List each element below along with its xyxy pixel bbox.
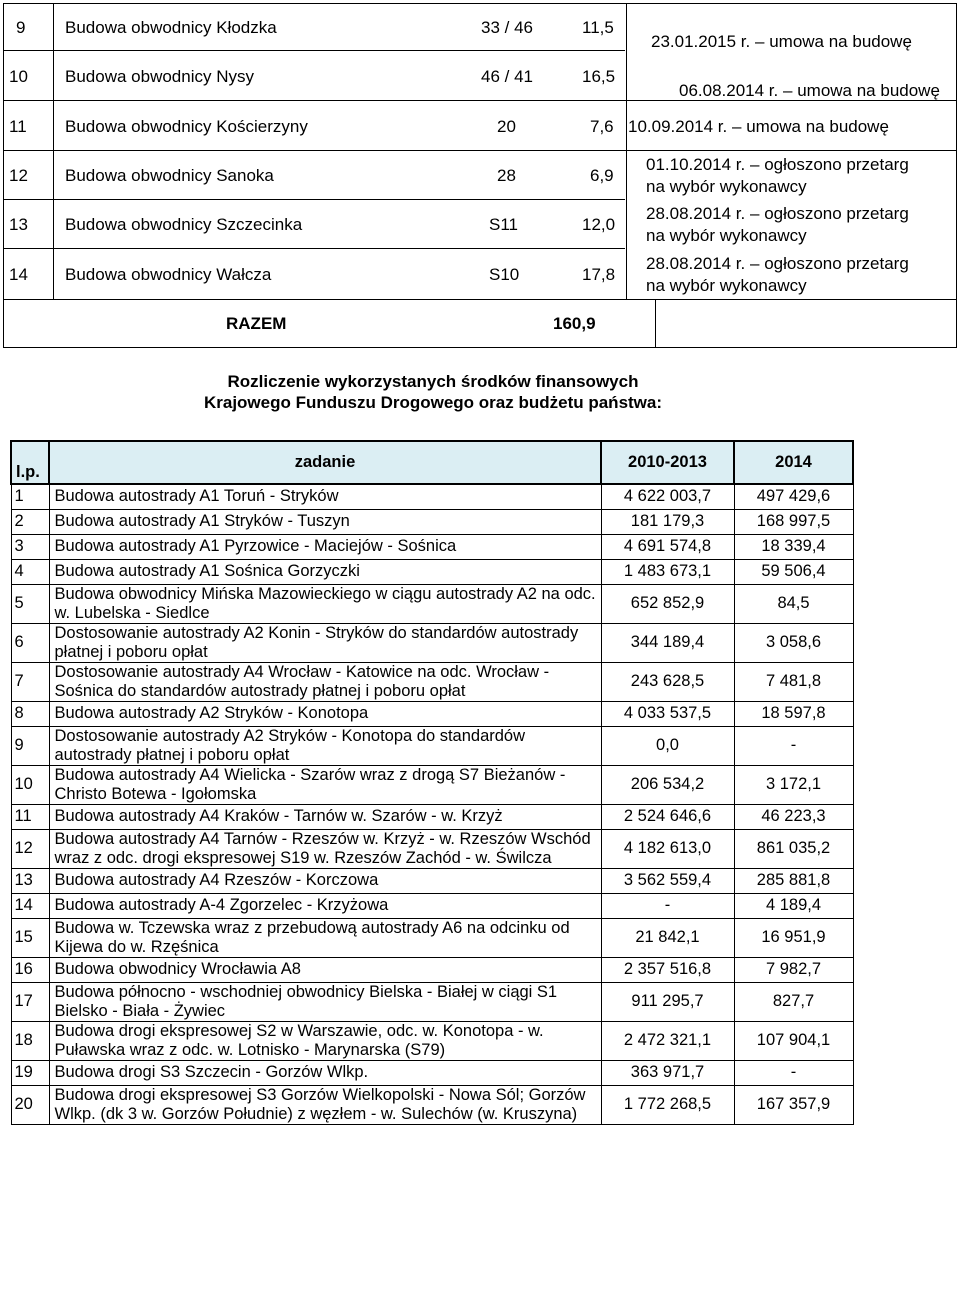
row-number: 9 xyxy=(16,18,26,37)
table-row xyxy=(11,893,853,918)
table-row xyxy=(11,584,853,623)
row-lp: 20 xyxy=(11,1085,49,1124)
row-number: 12 xyxy=(9,166,28,185)
table-row xyxy=(11,701,853,726)
row-task: Budowa autostrady A1 Pyrzowice - Maciejów - Sośnica xyxy=(49,534,601,559)
row-number: 11 xyxy=(9,117,27,136)
row-lp: 15 xyxy=(11,918,49,957)
table-row xyxy=(11,623,853,662)
row-year-value: 84,5 xyxy=(734,584,853,623)
road-name: Budowa obwodnicy Szczecinka xyxy=(65,215,303,234)
status-line2: na wybór wykonawcy xyxy=(646,276,807,295)
row-year-value: - xyxy=(734,726,853,765)
row-period-value: 652 852,9 xyxy=(601,584,734,623)
row-task: Budowa autostrady A4 Tarnów - Rzeszów w. Krzyż - w. Rzeszów Wschód wraz z odc. drogi ekspresowej S19 w. Rzeszów Zachód - w. Świlcza xyxy=(49,829,601,868)
status: 23.01.2015 r. – umowa na budowę xyxy=(651,32,912,51)
col-divider xyxy=(655,299,656,347)
row-period-value: 2 524 646,6 xyxy=(601,804,734,829)
row-year-value: 18 597,8 xyxy=(734,701,853,726)
row-period-value: 206 534,2 xyxy=(601,765,734,804)
header-lp: l.p. xyxy=(11,441,49,484)
table-row xyxy=(11,804,853,829)
table-row xyxy=(11,829,853,868)
row-year-value: 7 481,8 xyxy=(734,662,853,701)
row-divider xyxy=(3,248,625,249)
row-task: Budowa autostrady A4 Rzeszów - Korczowa xyxy=(49,868,601,893)
row-task: Budowa autostrady A-4 Zgorzelec - Krzyżowa xyxy=(49,893,601,918)
row-year-value: 285 881,8 xyxy=(734,868,853,893)
row-divider xyxy=(3,299,957,300)
heading-line1: Rozliczenie wykorzystanych środków finansowych xyxy=(227,372,639,391)
row-period-value: 181 179,3 xyxy=(601,509,734,534)
row-task: Budowa autostrady A2 Stryków - Konotopa xyxy=(49,701,601,726)
row-number: 14 xyxy=(9,265,28,284)
row-period-value: - xyxy=(601,893,734,918)
row-task: Budowa autostrady A4 Kraków - Tarnów w. Szarów - w. Krzyż xyxy=(49,804,601,829)
road-length: 7,6 xyxy=(590,117,614,136)
road-name: Budowa obwodnicy Sanoka xyxy=(65,166,274,185)
road-code: S11 xyxy=(489,215,518,234)
row-lp: 2 xyxy=(11,509,49,534)
road-code: 46 / 41 xyxy=(481,67,533,86)
row-lp: 6 xyxy=(11,623,49,662)
table-row xyxy=(11,484,853,509)
row-task: Budowa drogi S3 Szczecin - Gorzów Wlkp. xyxy=(49,1060,601,1085)
table-row xyxy=(11,765,853,804)
road-length: 16,5 xyxy=(582,67,616,86)
table-row xyxy=(11,1085,853,1124)
row-period-value: 1 483 673,1 xyxy=(601,559,734,584)
road-name: Budowa obwodnicy Kościerzyny xyxy=(65,117,308,136)
row-task: Budowa autostrady A4 Wielicka - Szarów wraz z drogą S7 Bieżanów - Christo Botewa - Igołomska xyxy=(49,765,601,804)
row-task: Dostosowanie autostrady A4 Wrocław - Katowice na odc. Wrocław - Sośnica do standardów autostrady płatnej i poboru opłat xyxy=(49,662,601,701)
status-line2: na wybór wykonawcy xyxy=(646,226,807,245)
row-year-value: 827,7 xyxy=(734,982,853,1021)
row-lp: 14 xyxy=(11,893,49,918)
road-name: Budowa obwodnicy Wałcza xyxy=(65,265,272,284)
section-heading xyxy=(0,371,866,413)
row-lp: 4 xyxy=(11,559,49,584)
table-header-row xyxy=(11,441,853,484)
row-lp: 16 xyxy=(11,957,49,982)
row-period-value: 2 357 516,8 xyxy=(601,957,734,982)
row-task: Budowa autostrady A1 Stryków - Tuszyn xyxy=(49,509,601,534)
row-year-value: 497 429,6 xyxy=(734,484,853,509)
funding-table xyxy=(10,440,854,1125)
table-row xyxy=(11,534,853,559)
row-year-value: 168 997,5 xyxy=(734,509,853,534)
row-period-value: 4 691 574,8 xyxy=(601,534,734,559)
row-lp: 9 xyxy=(11,726,49,765)
row-period-value: 1 772 268,5 xyxy=(601,1085,734,1124)
row-number: 10 xyxy=(9,67,28,86)
status: 28.08.2014 r. – ogłoszono przetarg xyxy=(646,254,909,273)
row-divider xyxy=(3,150,957,151)
table-row xyxy=(11,662,853,701)
road-length: 17,8 xyxy=(582,265,616,284)
road-name: Budowa obwodnicy Nysy xyxy=(65,67,254,86)
row-year-value: 4 189,4 xyxy=(734,893,853,918)
row-task: Budowa północno - wschodniej obwodnicy Bielska - Białej w ciągi S1 Bielsko - Biała - Żywiec xyxy=(49,982,601,1021)
row-lp: 3 xyxy=(11,534,49,559)
row-year-value: 107 904,1 xyxy=(734,1021,853,1060)
col-divider xyxy=(53,3,54,299)
road-code: 28 xyxy=(497,166,516,185)
table-row xyxy=(11,982,853,1021)
row-task: Dostosowanie autostrady A2 Stryków - Konotopa do standardów autostrady płatnej i poboru opłat xyxy=(49,726,601,765)
row-period-value: 363 971,7 xyxy=(601,1060,734,1085)
table-row xyxy=(11,1060,853,1085)
road-length: 6,9 xyxy=(590,166,614,185)
row-period-value: 4 033 537,5 xyxy=(601,701,734,726)
row-lp: 11 xyxy=(11,804,49,829)
status: 06.08.2014 r. – umowa na budowę xyxy=(679,81,940,100)
row-year-value: 16 951,9 xyxy=(734,918,853,957)
total-value: 160,9 xyxy=(553,314,596,333)
header-task: zadanie xyxy=(49,441,601,484)
row-task: Budowa drogi ekspresowej S2 w Warszawie, odc. w. Konotopa - w. Puławska wraz z odc. w. Lotnisko - Marynarska (S79) xyxy=(49,1021,601,1060)
table-row xyxy=(11,559,853,584)
status: 01.10.2014 r. – ogłoszono przetarg xyxy=(646,155,909,174)
row-divider xyxy=(3,199,625,200)
col-divider xyxy=(626,3,627,299)
row-period-value: 21 842,1 xyxy=(601,918,734,957)
row-period-value: 4 622 003,7 xyxy=(601,484,734,509)
row-year-value: 18 339,4 xyxy=(734,534,853,559)
row-year-value: 59 506,4 xyxy=(734,559,853,584)
row-lp: 10 xyxy=(11,765,49,804)
row-task: Budowa w. Tczewska wraz z przebudową autostrady A6 na odcinku od Kijewa do w. Rzęśnica xyxy=(49,918,601,957)
row-task: Budowa obwodnicy Wrocławia A8 xyxy=(49,957,601,982)
row-divider xyxy=(3,100,957,101)
road-length: 12,0 xyxy=(582,215,616,234)
row-year-value: 46 223,3 xyxy=(734,804,853,829)
row-lp: 13 xyxy=(11,868,49,893)
row-period-value: 243 628,5 xyxy=(601,662,734,701)
header-period: 2010-2013 xyxy=(601,441,734,484)
row-lp: 1 xyxy=(11,484,49,509)
row-period-value: 4 182 613,0 xyxy=(601,829,734,868)
table-row xyxy=(11,868,853,893)
table-row xyxy=(11,1021,853,1060)
table-row xyxy=(11,957,853,982)
row-task: Budowa drogi ekspresowej S3 Gorzów Wielkopolski - Nowa Sól; Gorzów Wlkp. (dk 3 w. Gorzów Południe) z węzłem - w. Sulechów (w. Kruszyna) xyxy=(49,1085,601,1124)
row-lp: 8 xyxy=(11,701,49,726)
row-period-value: 2 472 321,1 xyxy=(601,1021,734,1060)
road-code: 20 xyxy=(497,117,516,136)
total-label: RAZEM xyxy=(226,314,287,333)
row-period-value: 344 189,4 xyxy=(601,623,734,662)
table-row xyxy=(11,509,853,534)
row-year-value: 7 982,7 xyxy=(734,957,853,982)
row-year-value: 861 035,2 xyxy=(734,829,853,868)
row-task: Dostosowanie autostrady A2 Konin - Stryków do standardów autostrady płatnej i poboru opłat xyxy=(49,623,601,662)
row-lp: 7 xyxy=(11,662,49,701)
road-length: 11,5 xyxy=(582,18,614,37)
row-lp: 12 xyxy=(11,829,49,868)
row-year-value: - xyxy=(734,1060,853,1085)
road-name: Budowa obwodnicy Kłodzka xyxy=(65,18,277,37)
row-task: Budowa obwodnicy Mińska Mazowieckiego w ciągu autostrady A2 na odc. w. Lubelska - Siedlce xyxy=(49,584,601,623)
row-period-value: 3 562 559,4 xyxy=(601,868,734,893)
row-year-value: 3 058,6 xyxy=(734,623,853,662)
row-period-value: 0,0 xyxy=(601,726,734,765)
roads-status-table xyxy=(3,3,957,348)
row-task: Budowa autostrady A1 Toruń - Stryków xyxy=(49,484,601,509)
row-number: 13 xyxy=(9,215,28,234)
row-divider xyxy=(3,50,625,51)
row-lp: 17 xyxy=(11,982,49,1021)
status: 28.08.2014 r. – ogłoszono przetarg xyxy=(646,204,909,223)
status: 10.09.2014 r. – umowa na budowę xyxy=(628,117,889,136)
header-year: 2014 xyxy=(734,441,853,484)
status-line2: na wybór wykonawcy xyxy=(646,177,807,196)
table-row xyxy=(11,726,853,765)
table-row xyxy=(11,918,853,957)
road-code: S10 xyxy=(489,265,520,284)
row-task: Budowa autostrady A1 Sośnica Gorzyczki xyxy=(49,559,601,584)
row-year-value: 167 357,9 xyxy=(734,1085,853,1124)
row-lp: 5 xyxy=(11,584,49,623)
row-year-value: 3 172,1 xyxy=(734,765,853,804)
road-code: 33 / 46 xyxy=(481,18,533,37)
row-period-value: 911 295,7 xyxy=(601,982,734,1021)
row-lp: 18 xyxy=(11,1021,49,1060)
heading-line2: Krajowego Funduszu Drogowego oraz budżetu państwa: xyxy=(203,393,663,412)
row-lp: 19 xyxy=(11,1060,49,1085)
